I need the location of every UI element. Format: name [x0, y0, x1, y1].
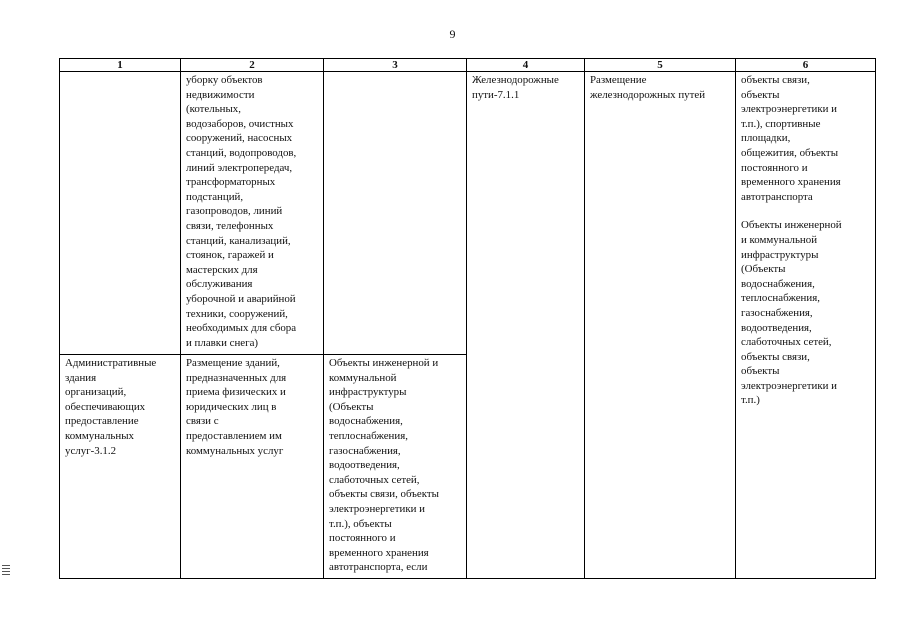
column-header-4: 4 [467, 59, 585, 72]
col6-text-part1: объекты связи, объекты электроэнергетики и т.п.), спортивные площадки, общежития, объекты постоянного и временного хранения автотранспорта [741, 74, 841, 203]
header-row [60, 59, 876, 72]
column-header-6: 6 [736, 59, 876, 72]
column-header-5: 5 [585, 59, 736, 72]
col6-text-part2: Объекты инженерной и коммунальной инфраструктуры (Объекты водоснабжения, теплоснабжения, газоснабжения, водоотведения, слаботочных сетей, объекты связи, объекты электроэнергетики и т.п.) [741, 219, 842, 407]
column-header-3: 3 [324, 59, 467, 72]
row1-col4-cell: Железнодорожные пути-7.1.1 [467, 72, 585, 579]
column-header-1: 1 [60, 59, 181, 72]
row1-col1-cell [60, 72, 181, 355]
column-header-2: 2 [181, 59, 324, 72]
row2-col1-cell: Административные здания организаций, обеспечивающих предоставление коммунальных услуг-3.1.2 [60, 355, 181, 579]
margin-mark [2, 565, 10, 575]
row1-col5-cell: Размещение железнодорожных путей [585, 72, 736, 579]
row2-col2-cell: Размещение зданий, предназначенных для приема физических и юридических лиц в связи с предоставлением им коммунальных услуг [181, 355, 324, 579]
page-number: 9 [449, 27, 456, 41]
row1-col2-cell: уборку объектов недвижимости (котельных, водозаборов, очистных сооружений, насосных станций, водопроводов, линий электропередач, трансформаторных подстанций, газопроводов, линий связи, телефонных станций, канализаций, стоянок, гаражей и мастерских для обслуживания уборочной и аварийной техники, сооружений, необходимых для сбора и плавки снега) [181, 72, 324, 355]
table-row [60, 72, 876, 355]
land-use-table [59, 58, 876, 579]
row1-col3-cell [324, 72, 467, 355]
row1-col6-cell [736, 72, 876, 579]
row2-col3-cell: Объекты инженерной и коммунальной инфраструктуры (Объекты водоснабжения, теплоснабжения, газоснабжения, водоотведения, слаботочных сетей, объекты связи, объекты электроэнергетики и т.п.), объекты постоянного и временного хранения автотранспорта, если [324, 355, 467, 579]
